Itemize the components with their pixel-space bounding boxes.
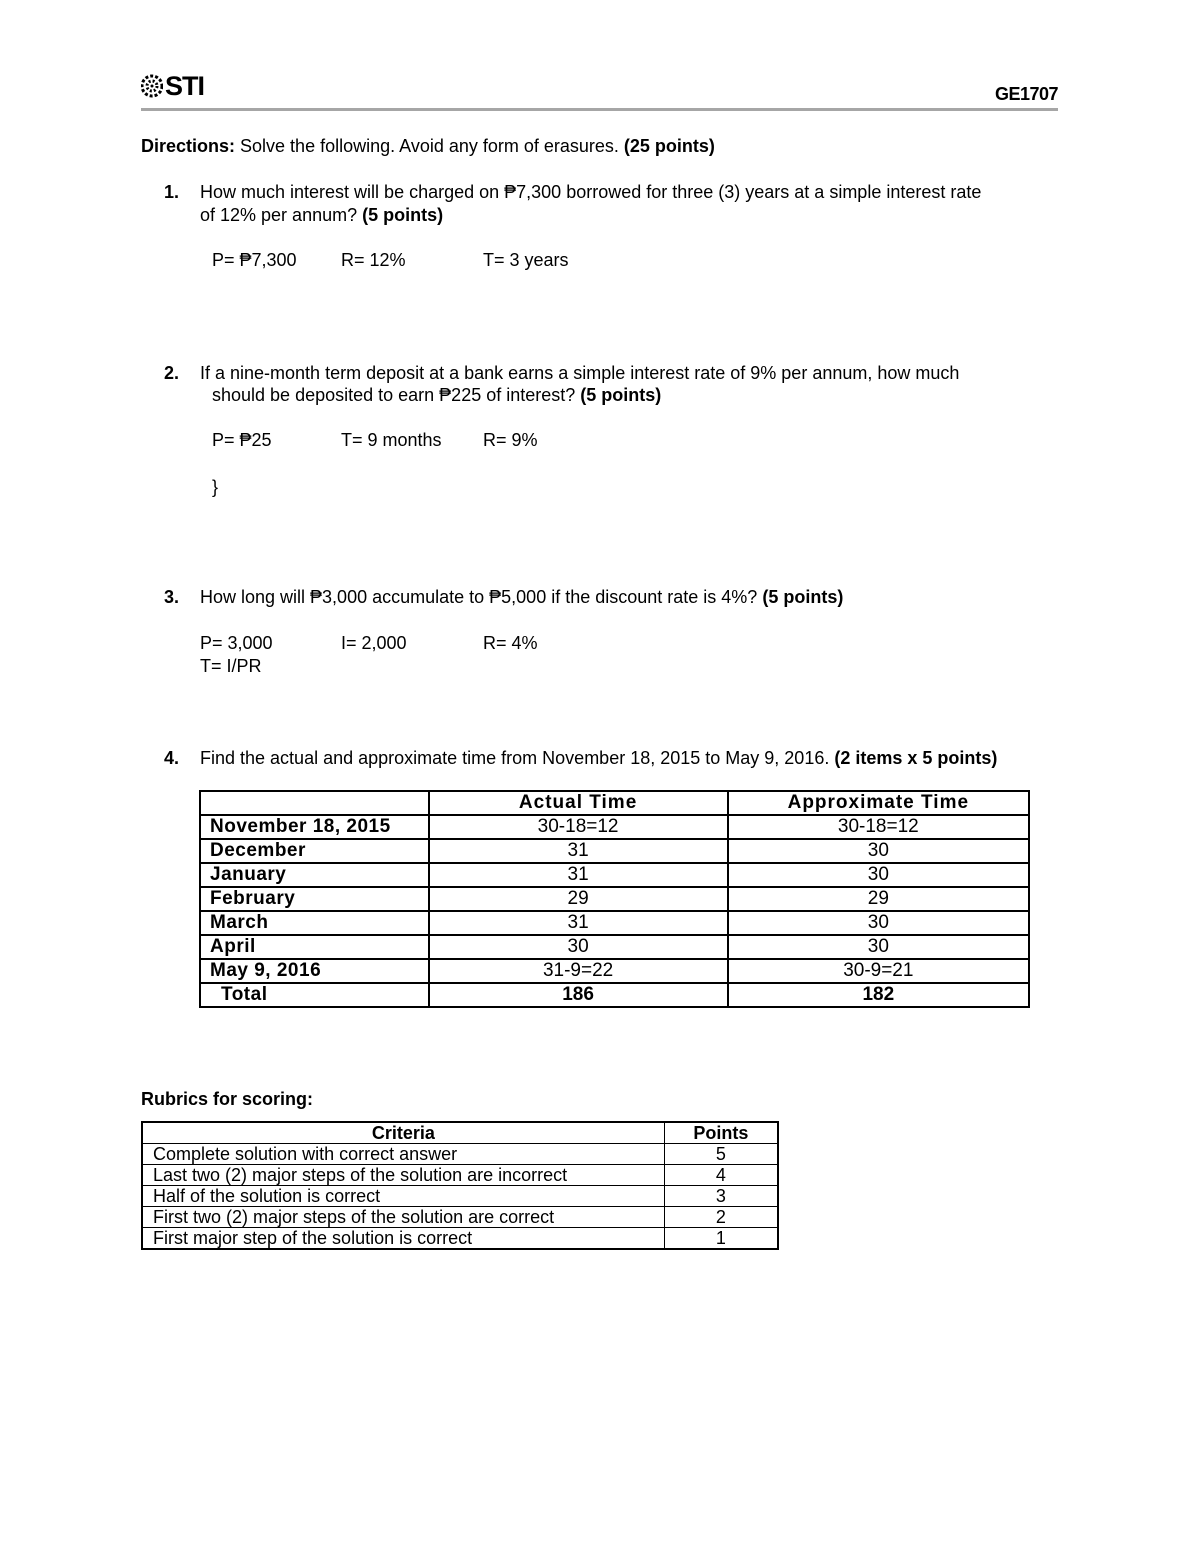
question-text: How long will ₱3,000 accumulate to ₱5,000 if the discount rate is 4%? (5 points) — [200, 587, 844, 607]
given-value: P= ₱25 — [212, 430, 272, 450]
question-number: 4. — [164, 748, 180, 768]
actual-cell: 31-9=22 — [429, 959, 728, 983]
given-value: P= 3,000 — [200, 633, 273, 653]
points-cell: 2 — [664, 1207, 778, 1228]
approx-cell: 30 — [728, 935, 1029, 959]
approx-cell: 30-18=12 — [728, 815, 1029, 839]
points-cell: 1 — [664, 1228, 778, 1250]
given-value: R= 9% — [483, 430, 538, 450]
course-code: GE1707 — [994, 84, 1058, 104]
approx-total: 182 — [728, 983, 1029, 1007]
criteria-cell: First two (2) major steps of the solution are correct — [142, 1207, 664, 1228]
question-points: (5 points) — [580, 385, 662, 405]
table-header-row — [142, 1122, 778, 1144]
table-row — [200, 959, 1029, 983]
question-number: 1. — [164, 182, 180, 202]
given-value: T= 3 years — [483, 250, 569, 270]
total-label: Total — [200, 983, 429, 1007]
question-text-cont: should be deposited to earn ₱225 of interest? (5 points) — [212, 385, 662, 405]
rubrics-title: Rubrics for scoring: — [141, 1089, 314, 1109]
approx-cell: 29 — [728, 887, 1029, 911]
table-header: Points — [664, 1122, 778, 1144]
question-number: 2. — [164, 363, 180, 383]
table-header: Criteria — [142, 1122, 664, 1144]
approx-cell: 30-9=21 — [728, 959, 1029, 983]
given-value: R= 12% — [341, 250, 406, 270]
month-cell: February — [200, 887, 429, 911]
globe-icon — [141, 71, 163, 101]
logo-text: STI — [165, 71, 205, 101]
criteria-cell: Complete solution with correct answer — [142, 1144, 664, 1165]
criteria-cell: First major step of the solution is correct — [142, 1228, 664, 1250]
table-row — [200, 911, 1029, 935]
criteria-cell: Last two (2) major steps of the solution are incorrect — [142, 1165, 664, 1186]
actual-cell: 31 — [429, 863, 728, 887]
actual-cell: 29 — [429, 887, 728, 911]
month-cell: January — [200, 863, 429, 887]
answer-mark: } — [212, 477, 219, 497]
table-header: Actual Time — [429, 791, 728, 815]
actual-total: 186 — [429, 983, 728, 1007]
approx-cell: 30 — [728, 911, 1029, 935]
directions-label: Directions: — [141, 136, 236, 156]
month-cell: November 18, 2015 — [200, 815, 429, 839]
formula: T= I/PR — [200, 656, 262, 676]
approx-cell: 30 — [728, 839, 1029, 863]
table-header-row — [200, 791, 1029, 815]
month-cell: March — [200, 911, 429, 935]
directions — [141, 136, 715, 157]
approx-cell: 30 — [728, 863, 1029, 887]
given-value: I= 2,000 — [341, 633, 407, 653]
question-points: (5 points) — [362, 205, 444, 225]
question-text: If a nine-month term deposit at a bank earns a simple interest rate of 9% per annum, how much — [200, 363, 960, 383]
rubrics-table — [141, 1121, 779, 1250]
given-value: T= 9 months — [341, 430, 442, 450]
table-row — [142, 1144, 778, 1165]
points-cell: 4 — [664, 1165, 778, 1186]
sti-logo — [141, 70, 204, 102]
points-cell: 5 — [664, 1144, 778, 1165]
table-header — [200, 791, 429, 815]
header-divider — [141, 108, 1058, 111]
table-total-row — [200, 983, 1029, 1007]
actual-cell: 30 — [429, 935, 728, 959]
table-row — [200, 887, 1029, 911]
month-cell: April — [200, 935, 429, 959]
given-value: P= ₱7,300 — [212, 250, 297, 270]
question-number: 3. — [164, 587, 180, 607]
table-row — [142, 1228, 778, 1250]
question-text-cont: of 12% per annum? (5 points) — [200, 205, 444, 225]
actual-cell: 31 — [429, 911, 728, 935]
table-row — [200, 863, 1029, 887]
table-row — [142, 1165, 778, 1186]
actual-cell: 30-18=12 — [429, 815, 728, 839]
table-row — [200, 839, 1029, 863]
directions-text: Solve the following. Avoid any form of erasures. — [235, 136, 624, 156]
question-text: How much interest will be charged on ₱7,300 borrowed for three (3) years at a simple interest rate — [200, 182, 982, 202]
table-row — [142, 1207, 778, 1228]
table-row — [200, 815, 1029, 839]
criteria-cell: Half of the solution is correct — [142, 1186, 664, 1207]
actual-cell: 31 — [429, 839, 728, 863]
question-points: (5 points) — [762, 587, 844, 607]
table-row — [142, 1186, 778, 1207]
question-text: Find the actual and approximate time from November 18, 2015 to May 9, 2016. (2 items x 5 points) — [200, 748, 998, 768]
page-header — [141, 70, 1058, 110]
points-cell: 3 — [664, 1186, 778, 1207]
month-cell: December — [200, 839, 429, 863]
table-header: Approximate Time — [728, 791, 1029, 815]
month-cell: May 9, 2016 — [200, 959, 429, 983]
directions-points: (25 points) — [623, 136, 715, 156]
given-value: R= 4% — [483, 633, 538, 653]
question-points: (2 items x 5 points) — [834, 748, 998, 768]
time-table — [199, 790, 1030, 1008]
table-row — [200, 935, 1029, 959]
